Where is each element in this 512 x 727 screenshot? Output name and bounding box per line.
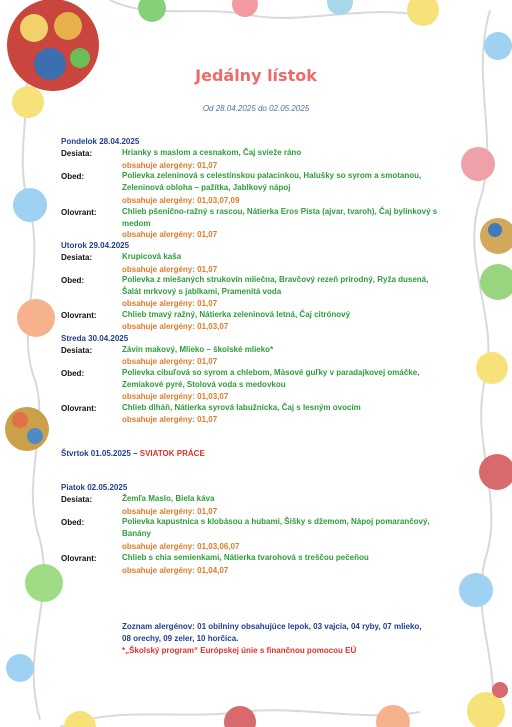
meal-allergens: obsahuje alergény: 01,03,06,07 <box>122 542 240 551</box>
meal-label: Desiata: <box>61 495 93 504</box>
meal-allergens: obsahuje alergény: 01,07 <box>122 415 218 424</box>
day-heading: Piatok 02.05.2025 <box>61 483 128 492</box>
meal-allergens: obsahuje alergény: 01,03,07 <box>122 392 229 401</box>
bead <box>25 564 63 602</box>
meal-label: Obed: <box>61 369 85 378</box>
meal-dish: Chlieb tmavý ražný, Nátierka zeleninová letná, Čaj citrónový <box>122 310 351 319</box>
meal-label: Olovrant: <box>61 311 97 320</box>
bead <box>13 188 47 222</box>
bead <box>459 573 493 607</box>
meal-allergens: obsahuje alergény: 01,03,07,09 <box>122 196 240 205</box>
holiday-day: Štvrtok 01.05.2025 <box>61 449 131 458</box>
meal-label: Desiata: <box>61 253 93 262</box>
meal-label: Obed: <box>61 518 85 527</box>
meal-label: Desiata: <box>61 346 93 355</box>
meal-dish: Chlieb s chia semienkami, Nátierka tvarohová s treščou pečeňou <box>122 553 369 562</box>
meal-dish: Polievka z miešaných strukovín mliečna, Bravčový rezeň prírodný, Ryža dusená, Šalát mrkvový s jablkami, Pramenitá voda <box>122 275 429 296</box>
bead <box>376 705 410 727</box>
bead <box>6 654 34 682</box>
bead <box>232 0 258 17</box>
meal-dish: Polievka kapustnica s klobásou a hubami, Šišky s džemom, Nápoj pomarančový, Banány <box>122 517 430 538</box>
children-photo-badge-left <box>5 407 49 451</box>
bead <box>480 264 512 300</box>
bead <box>461 147 495 181</box>
meal-dish: Krupicová kaša <box>122 252 182 261</box>
meal-dish: Chlieb pšenično-ražný s rascou, Nátierka Eros Pista (ajvar, tvaroh), Čaj bylinkový s medom <box>122 207 438 228</box>
bead <box>12 86 44 118</box>
meal-dish: Chlieb dlháň, Nátierka syrová labužnícka, Čaj s lesným ovocím <box>122 403 361 412</box>
meal-label: Olovrant: <box>61 554 97 563</box>
meal-allergens: obsahuje alergény: 01,07 <box>122 161 218 170</box>
meal-allergens: obsahuje alergény: 01,07 <box>122 357 218 366</box>
meal-label: Olovrant: <box>61 208 97 217</box>
bead <box>407 0 439 26</box>
bead <box>492 682 508 698</box>
meal-label: Olovrant: <box>61 404 97 413</box>
holiday-label: SVIATOK PRÁCE <box>139 449 205 458</box>
page-title: Jedálny lístok <box>195 66 317 85</box>
meal-dish: Polievka zeleninová s celestínskou palacinkou, Halušky so syrom a smotanou, Zeleninová obloha – pažítka, Jablkový nápoj <box>122 171 422 192</box>
meal-allergens: obsahuje alergény: 01,07 <box>122 230 218 239</box>
meal-allergens: obsahuje alergény: 01,07 <box>122 507 218 516</box>
holiday-separator: – <box>130 449 140 458</box>
meal-label: Obed: <box>61 172 85 181</box>
bead <box>476 352 508 384</box>
meal-label: Obed: <box>61 276 85 285</box>
date-range: Od 28.04.2025 do 02.05.2025 <box>202 104 310 113</box>
day-heading: Pondelok 28.04.2025 <box>61 137 140 146</box>
day-heading: Utorok 29.04.2025 <box>61 241 130 250</box>
meal-allergens: obsahuje alergény: 01,03,07 <box>122 322 229 331</box>
meal-allergens: obsahuje alergény: 01,07 <box>122 299 218 308</box>
children-photo-badge-right <box>480 218 512 254</box>
bead <box>479 454 512 490</box>
bead <box>484 32 512 60</box>
bead <box>138 0 166 22</box>
bead <box>64 711 96 727</box>
school-program-footnote: *„Školský program“ Európskej únie s finančnou pomocou EÚ <box>122 646 357 655</box>
meal-dish: Závin makový, Mlieko – školské mlieko* <box>122 345 274 354</box>
meal-label: Desiata: <box>61 149 93 158</box>
holiday-row <box>61 449 205 458</box>
bead <box>224 706 256 727</box>
allergen-legend: Zoznam alergénov: 01 obilniny obsahujúce lepok, 03 vajcia, 04 ryby, 07 mlieko, 08 orechy, 09 zeler, 10 horčica. <box>122 622 422 643</box>
meal-allergens: obsahuje alergény: 01,04,07 <box>122 566 229 575</box>
bead <box>17 299 55 337</box>
meal-allergens: obsahuje alergény: 01,07 <box>122 265 218 274</box>
meal-dish: Polievka cibuľová so syrom a chlebom, Mäsové guľky v paradajkovej omáčke, Zemiakové pyré, Stolová voda s medovkou <box>122 368 420 389</box>
meal-dish: Hrianky s maslom a cesnakom, Čaj svieže ráno <box>122 148 302 157</box>
day-heading: Streda 30.04.2025 <box>61 334 129 343</box>
meal-dish: Žemľa Maslo, Biela káva <box>122 494 215 503</box>
